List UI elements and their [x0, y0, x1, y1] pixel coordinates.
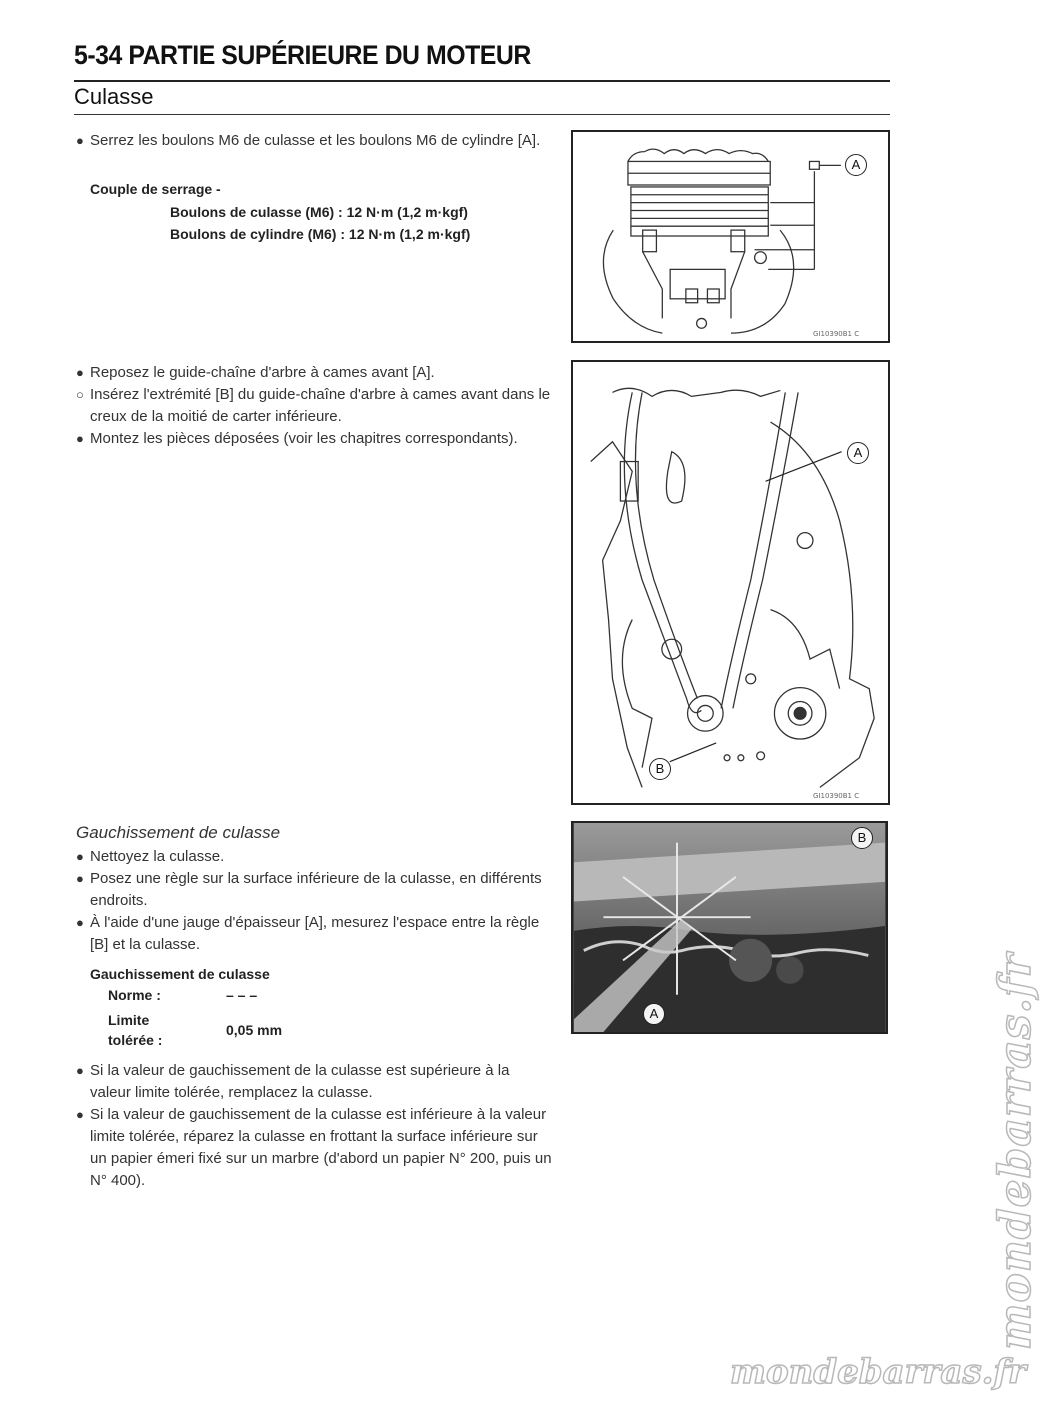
header-rule [74, 80, 890, 82]
bullet-text: Si la valeur de gauchissement de la culasse est inférieure à la valeur limite tolérée, réparez la culasse en frottant la surface inférieure sur un papier émeri fixé sur un marbre (d'abord un papier N° 200, puis un N° 400). [90, 1106, 552, 1189]
watermark-horizontal: mondebarras.fr [730, 1352, 1026, 1392]
torque-heading: Couple de serrage - [90, 181, 221, 197]
figure-warpage-photo [571, 821, 888, 1034]
section-title: Culasse [74, 84, 154, 109]
block3-bullet-1 [76, 846, 552, 868]
bullet-text: Si la valeur de gauchissement de la culasse est supérieure à la valeur limite tolérée, remplacez la culasse. [90, 1062, 510, 1101]
bullet-mark: ● [76, 431, 84, 446]
block2-bullet-3 [76, 428, 552, 450]
spec-heading: Gauchissement de culasse [90, 966, 270, 982]
bullet-text: Reposez le guide-chaîne d'arbre à cames avant [A]. [90, 364, 435, 381]
page-title: 5-34 PARTIE SUPÉRIEURE DU MOTEUR [74, 40, 531, 70]
callout-b: B [649, 758, 671, 780]
spec-limit-value: 0,05 mm [226, 1022, 283, 1038]
torque-row-2: Boulons de cylindre (M6) : 12 N·m (1,2 m·kgf) [170, 226, 471, 242]
bullet-mark: ○ [76, 387, 84, 402]
callout-a: A [845, 154, 867, 176]
block3-bullet-3 [76, 912, 552, 956]
warpage-photo-drawing [573, 823, 886, 1032]
block3-bullet-4 [76, 1060, 552, 1104]
block3-bullet-5 [76, 1104, 552, 1192]
block3-bullet-2 [76, 868, 552, 912]
block1-bullet [76, 130, 552, 152]
watermark-vertical: mondebarras.fr [990, 952, 1041, 1350]
bullet-mark: ● [76, 849, 84, 864]
cam-chain-drawing [573, 362, 888, 803]
bullet-mark: ● [76, 915, 84, 930]
figure-code: GI10390B1 C [813, 330, 860, 338]
bullet-text: Insérez l'extrémité [B] du guide-chaîne d'arbre à cames avant dans le creux de la moitié de carter inférieure. [90, 386, 551, 425]
callout-a: A [643, 1003, 665, 1025]
callout-a: A [847, 442, 869, 464]
warpage-heading: Gauchissement de culasse [76, 823, 281, 842]
bullet-mark: ● [76, 1107, 84, 1122]
callout-b: B [851, 827, 873, 849]
spec-limit-label-2: tolérée : [108, 1032, 163, 1048]
bullet-text: Serrez les boulons M6 de culasse et les boulons M6 de cylindre [A]. [90, 132, 541, 149]
spec-limit-label-1: Limite [108, 1012, 150, 1028]
bullet-mark: ● [76, 133, 84, 148]
section-rule [74, 114, 890, 115]
bullet-mark: ● [76, 365, 84, 380]
spec-norm-value: – – – [226, 987, 258, 1003]
bullet-text: Posez une règle sur la surface inférieure de la culasse, en différents endroits. [90, 870, 542, 909]
figure-code: GI10390B1 C [813, 792, 860, 800]
bullet-text: À l'aide d'une jauge d'épaisseur [A], mesurez l'espace entre la règle [B] et la culasse. [90, 914, 540, 953]
figure-cylinder-head-bolts [571, 130, 890, 343]
figure-cam-chain-guide [571, 360, 890, 805]
bullet-text: Montez les pièces déposées (voir les chapitres correspondants). [90, 430, 518, 447]
cylinder-head-drawing [573, 132, 888, 341]
block2-bullet-1 [76, 362, 552, 384]
bullet-mark: ● [76, 1063, 84, 1078]
bullet-text: Nettoyez la culasse. [90, 848, 225, 865]
spec-norm-label: Norme : [108, 987, 161, 1003]
bullet-mark: ● [76, 871, 84, 886]
block2-bullet-2 [76, 384, 552, 428]
torque-row-1: Boulons de culasse (M6) : 12 N·m (1,2 m·kgf) [170, 204, 468, 220]
